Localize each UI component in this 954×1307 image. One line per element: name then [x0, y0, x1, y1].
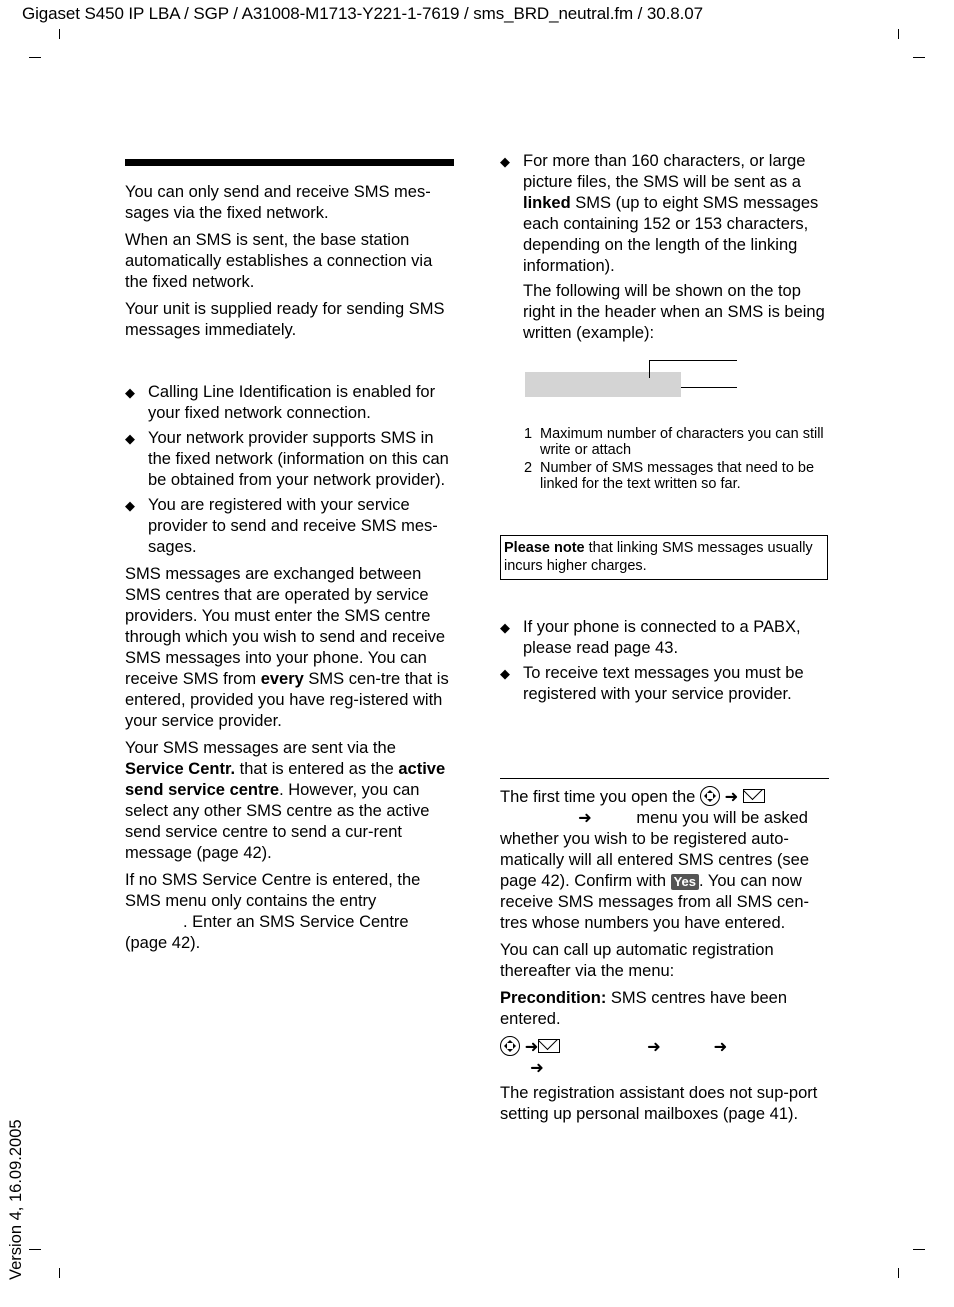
list-item: ◆ You are registered with your service provider to send and receive SMS mes-sages. — [125, 496, 438, 556]
menu-path — [500, 1036, 830, 1079]
no-centre-paragraph: If no SMS Service Centre is entered, the SMS menu only contains the entry . Enter an SMS Service Centre (page 42). — [125, 871, 421, 952]
crop-mark — [913, 57, 925, 58]
arrow-right-icon: ➜ — [530, 1059, 544, 1077]
list-item: ◆ Your network provider supports SMS in the fixed network (information on this can be obtained from your network provider). — [125, 429, 449, 489]
section-title-bar — [125, 159, 454, 166]
navigation-key-icon — [700, 786, 720, 806]
intro-paragraph: You can only send and receive SMS mes-sages via the fixed network. — [125, 183, 431, 222]
list-item: ◆ For more than 160 characters, or large picture files, the SMS will be sent as a linked SMS (up to eight SMS messages each containing 152 or 153 characters, depending on the length of the linking information). — [500, 152, 819, 275]
yes-softkey: Yes — [671, 874, 699, 890]
precondition-paragraph: Precondition: SMS centres have been entered. — [500, 989, 788, 1028]
header-example-paragraph: The following will be shown on the top right in the header when an SMS is being written (example): — [523, 282, 825, 342]
legend-item: 2 Number of SMS messages that need to be linked for the text written so far. — [524, 460, 815, 492]
intro-paragraph: When an SMS is sent, the base station automatically establishes a connection via the fixed network. — [125, 231, 433, 291]
callout-line-2 — [681, 387, 737, 388]
callout-legend — [524, 426, 824, 494]
arrow-right-icon: ➜ — [578, 809, 592, 827]
first-time-paragraph: The first time you open the ➜ ➜ menu you will be asked whether you wish to be registered auto-matically will all entered SMS centres (see page 42). Confirm with Yes . You can now receive SMS messages from all SMS cen-tres whose numbers you have entered. — [500, 788, 810, 932]
bullet-diamond-icon: ◆ — [500, 154, 510, 169]
arrow-right-icon: ➜ — [524, 1038, 539, 1056]
crop-mark — [59, 29, 60, 39]
list-item: ◆ If your phone is connected to a PABX, please read page 43. — [500, 618, 801, 657]
list-item: ◆ Calling Line Identification is enabled for your fixed network connection. — [125, 383, 436, 422]
arrow-right-icon: ➜ — [647, 1038, 661, 1056]
bullet-diamond-icon: ◆ — [125, 498, 135, 513]
envelope-icon — [538, 1039, 560, 1053]
envelope-icon — [743, 789, 765, 803]
call-up-paragraph: You can call up automatic registration thereafter via the menu: — [500, 941, 774, 980]
crop-mark — [29, 1249, 41, 1250]
arrow-right-icon: ➜ — [724, 788, 739, 806]
centres-paragraph: SMS messages are exchanged between SMS centres that are operated by service providers. You must enter the SMS centre through which you wish to send and receive SMS messages into your phone. You can receive SMS from every SMS cen-tre that is entered, provided you have reg-istered with your service provider. — [125, 565, 449, 730]
crop-mark — [898, 1268, 899, 1278]
crop-mark — [913, 1249, 925, 1250]
section-rule — [500, 778, 829, 779]
bullet-diamond-icon: ◆ — [125, 431, 135, 446]
arrow-right-icon: ➜ — [713, 1038, 728, 1056]
intro-paragraph: Your unit is supplied ready for sending SMS messages immediately. — [125, 300, 445, 339]
left-column — [125, 182, 455, 960]
callout-line-1 — [649, 360, 737, 361]
send-centre-paragraph: Your SMS messages are sent via the Service Centr. that is entered as the active send service centre. However, you can select any other SMS centre as the active send service centre to send a cur-rent message (page 42). — [125, 739, 446, 862]
right-column-bottom — [500, 786, 830, 1131]
callout-line-1 — [649, 360, 650, 378]
right-column-top — [500, 151, 830, 350]
crop-mark — [59, 1268, 60, 1278]
bullet-diamond-icon: ◆ — [500, 666, 510, 681]
legend-item: 1 Maximum number of characters you can still write or attach — [524, 426, 824, 458]
version-label: Version 4, 16.09.2005 — [7, 1119, 25, 1280]
bullet-diamond-icon: ◆ — [500, 620, 510, 635]
crop-mark — [898, 29, 899, 39]
header-example-display — [525, 372, 681, 397]
list-item: ◆ To receive text messages you must be registered with your service provider. — [500, 664, 804, 703]
assistant-paragraph: The registration assistant does not sup-port setting up personal mailboxes (page 41). — [500, 1084, 818, 1123]
crop-mark — [29, 57, 41, 58]
navigation-key-icon — [500, 1036, 520, 1056]
running-head: Gigaset S450 IP LBA / SGP / A31008-M1713-Y221-1-7619 / sms_BRD_neutral.fm / 30.8.07 — [22, 4, 703, 23]
bullet-diamond-icon: ◆ — [125, 385, 135, 400]
note-box: Please note that linking SMS messages usually incurs higher charges. — [500, 535, 828, 580]
right-column-middle — [500, 617, 830, 709]
